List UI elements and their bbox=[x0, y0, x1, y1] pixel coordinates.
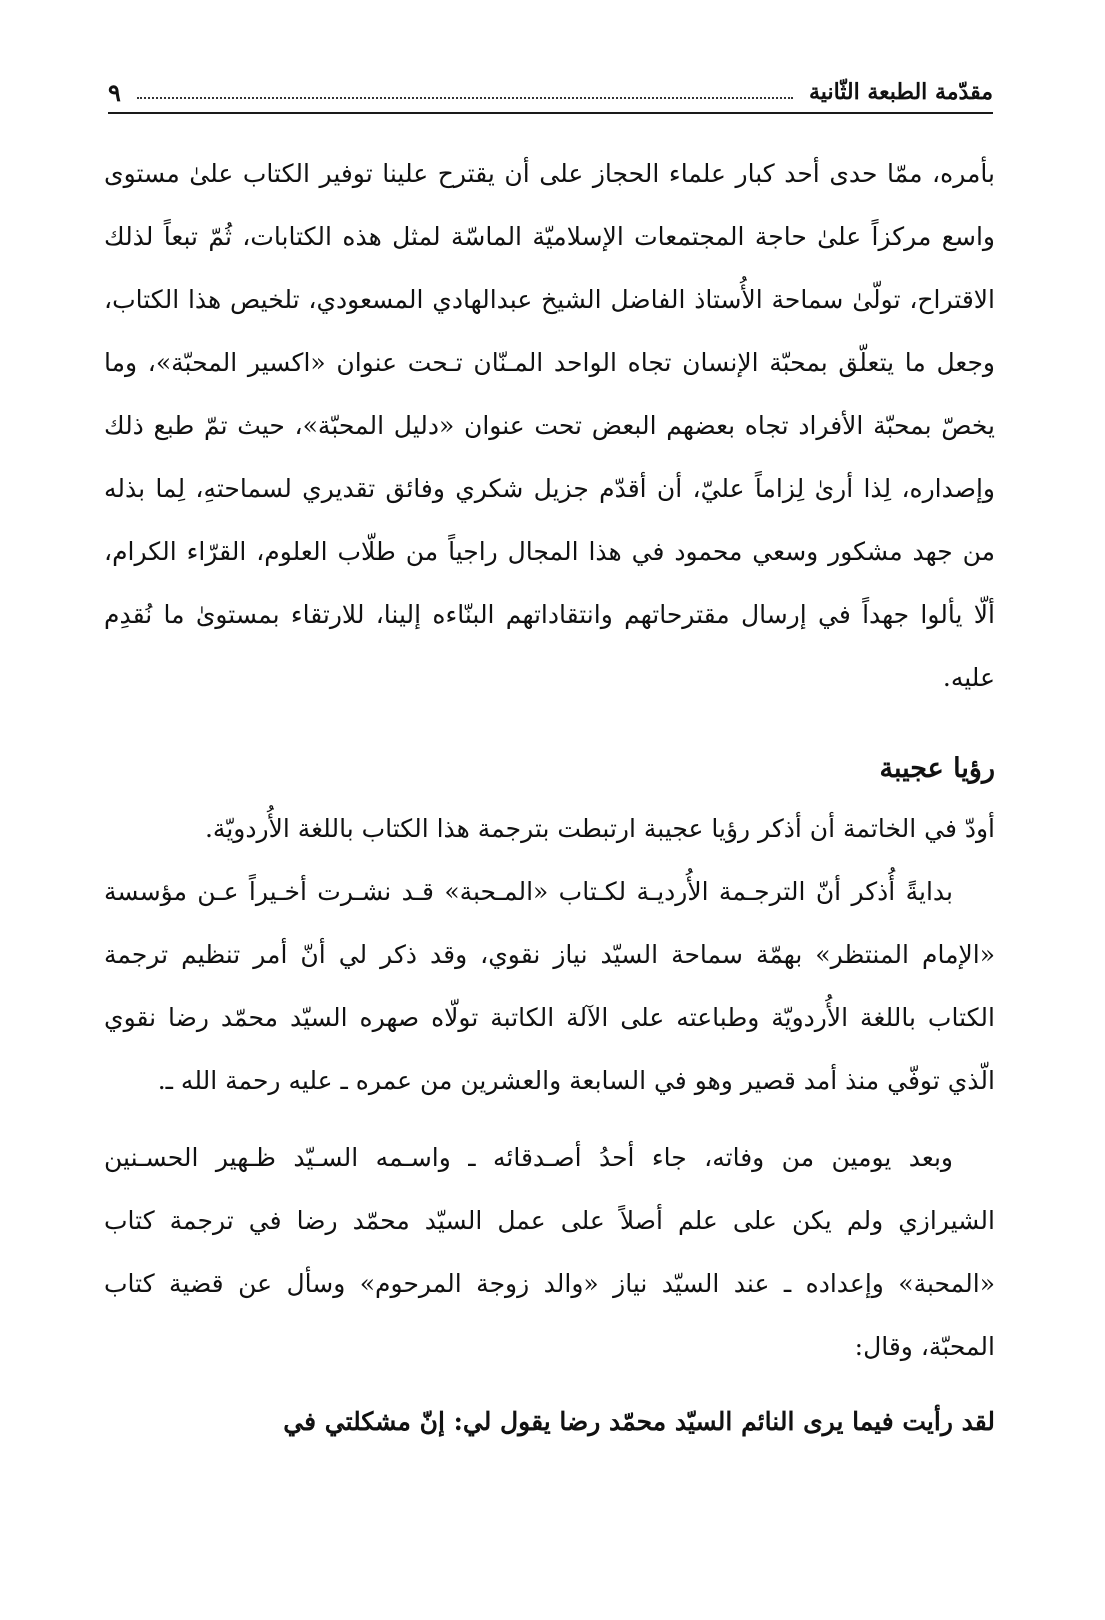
dot-leader bbox=[137, 97, 793, 99]
running-title: مقدّمة الطبعة الثّانية bbox=[809, 79, 993, 105]
paragraph-1: بأمره، ممّا حدى أحد كبار علماء الحجاز على أن يقترح علينا توفير الكتاب علىٰ مستوى واسع مركزاً علىٰ حاجة المجتمعات الإسلاميّة الماسّة لمثل هذه الكتابات، ثُمّ تبعاً لذلك الاقتراح، تولّىٰ سماحة الأُستاذ الفاضل الشيخ عبدالهادي المسعودي، تلخيص هذا الكتاب، وجعل ما يتعلّق بمحبّة الإنسان تجاه الواحد المـنّان تـحت عنوان «اكسير المحبّة»، وما يخصّ بمحبّة الأفراد تجاه بعضهم البعض تحت عنوان «دليل المحبّة»، حيث تمّ طبع ذلك وإصداره، لِذا أرىٰ لِزاماً عليّ، أن أقدّم جزيل شكري وفائق تقديري لسماحتهِ، لِما بذله من جهد مشكور وسعي محمود في هذا المجال راجياً من طلّاب العلوم، القرّاء الكرام، ألّا يألوا جهداً في إرسال مقترحاتهم وانتقاداتهم البنّاءه إلينا، للارتقاء بمستوىٰ ما نُقدِم عليه. bbox=[104, 159, 995, 692]
paragraph-2: أودّ في الخاتمة أن أذكر رؤيا عجيبة ارتبطت بترجمة هذا الكتاب باللغة الأُردويّة. bbox=[204, 814, 995, 843]
running-header bbox=[108, 72, 993, 114]
section-heading: رؤيا عجيبة bbox=[879, 753, 995, 784]
page-number: ٩ bbox=[108, 77, 121, 107]
body-text bbox=[104, 142, 995, 1453]
paragraph-3: بدايةً أُذكر أنّ الترجـمة الأُرديـة لكـتاب «المـحبة» قـد نشـرت أخـيراً عـن مؤسسة «الإمام المنتظر» بهمّة سماحة السيّد نياز نقوي، وقد ذكر لي أنّ أمر تنظيم ترجمة الكتاب باللغة الأُردويّة وطباعته على الآلة الكاتبة تولّاه صهره السيّد محمّد رضا نقوي الّذي توفّي منذ أمد قصير وهو في السابعة والعشرين من عمره ـ عليه رحمة الله ـ. bbox=[104, 877, 995, 1095]
quote-line: لقد رأيت فيما يرى النائم السيّد محمّد رضا يقول لي: إنّ مشكلتي في bbox=[283, 1407, 995, 1436]
paragraph-4: وبعد يومين من وفاته، جاء أحدُ أصـدقائه ـ واسـمه السـيّد ظـهير الحسـنين الشيرازي ولم يكن على علم أصلاً على عمل السيّد محمّد رضا في ترجمة كتاب «المحبة» وإعداده ـ عند السيّد نياز «والد زوجة المرحوم» وسأل عن قضية كتاب المحبّة، وقال: bbox=[104, 1143, 995, 1361]
